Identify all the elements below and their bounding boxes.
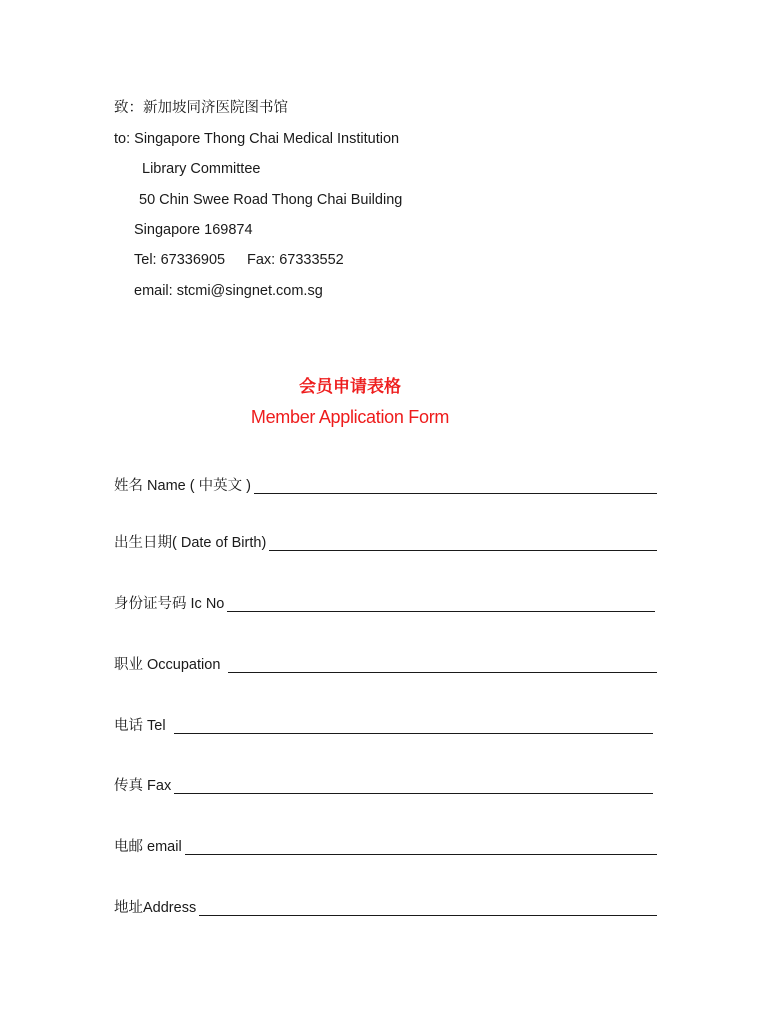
recipient-street: 50 Chin Swee Road Thong Chai Building xyxy=(139,192,403,208)
address-field[interactable] xyxy=(114,897,657,917)
recipient-fax: Fax: 67333552 xyxy=(247,252,344,268)
name-label: 姓名 Name ( 中英文 ) xyxy=(114,478,251,494)
ic-number-input-line[interactable] xyxy=(227,611,655,612)
email-field[interactable] xyxy=(114,836,657,856)
occupation-field[interactable] xyxy=(114,654,657,674)
name-input-line[interactable] xyxy=(254,493,657,494)
recipient-email: email: stcmi@singnet.com.sg xyxy=(134,283,323,299)
form-title-english: Member Application Form xyxy=(250,407,450,427)
address-input-line[interactable] xyxy=(199,915,657,916)
tel-input-line[interactable] xyxy=(174,733,653,734)
address-label: 地址Address xyxy=(114,900,197,916)
email-input-line[interactable] xyxy=(185,854,657,855)
date-of-birth-field[interactable] xyxy=(114,532,657,552)
recipient-city: Singapore 169874 xyxy=(134,222,253,238)
recipient-committee: Library Committee xyxy=(142,161,261,177)
tel-label: 电话 Tel xyxy=(114,718,166,734)
email-label: 电邮 email xyxy=(114,839,182,855)
occupation-input-line[interactable] xyxy=(228,672,657,673)
fax-field[interactable] xyxy=(114,775,653,795)
recipient-chinese: 致：新加坡同济医院图书馆 xyxy=(114,100,288,116)
occupation-label: 职业 Occupation xyxy=(114,657,221,673)
fax-label: 传真 Fax xyxy=(114,778,172,794)
form-title-chinese: 会员申请表格 xyxy=(299,377,401,396)
recipient-english: to: Singapore Thong Chai Medical Institution xyxy=(114,131,400,147)
date-of-birth-input-line[interactable] xyxy=(269,550,657,551)
ic-number-field[interactable] xyxy=(114,593,655,613)
fax-input-line[interactable] xyxy=(174,793,653,794)
recipient-tel: Tel: 67336905 xyxy=(134,252,226,268)
date-of-birth-label: 出生日期( Date of Birth) xyxy=(114,535,267,551)
name-field[interactable] xyxy=(114,475,657,495)
ic-number-label: 身份证号码 Ic No xyxy=(114,596,225,612)
tel-field[interactable] xyxy=(114,715,653,735)
